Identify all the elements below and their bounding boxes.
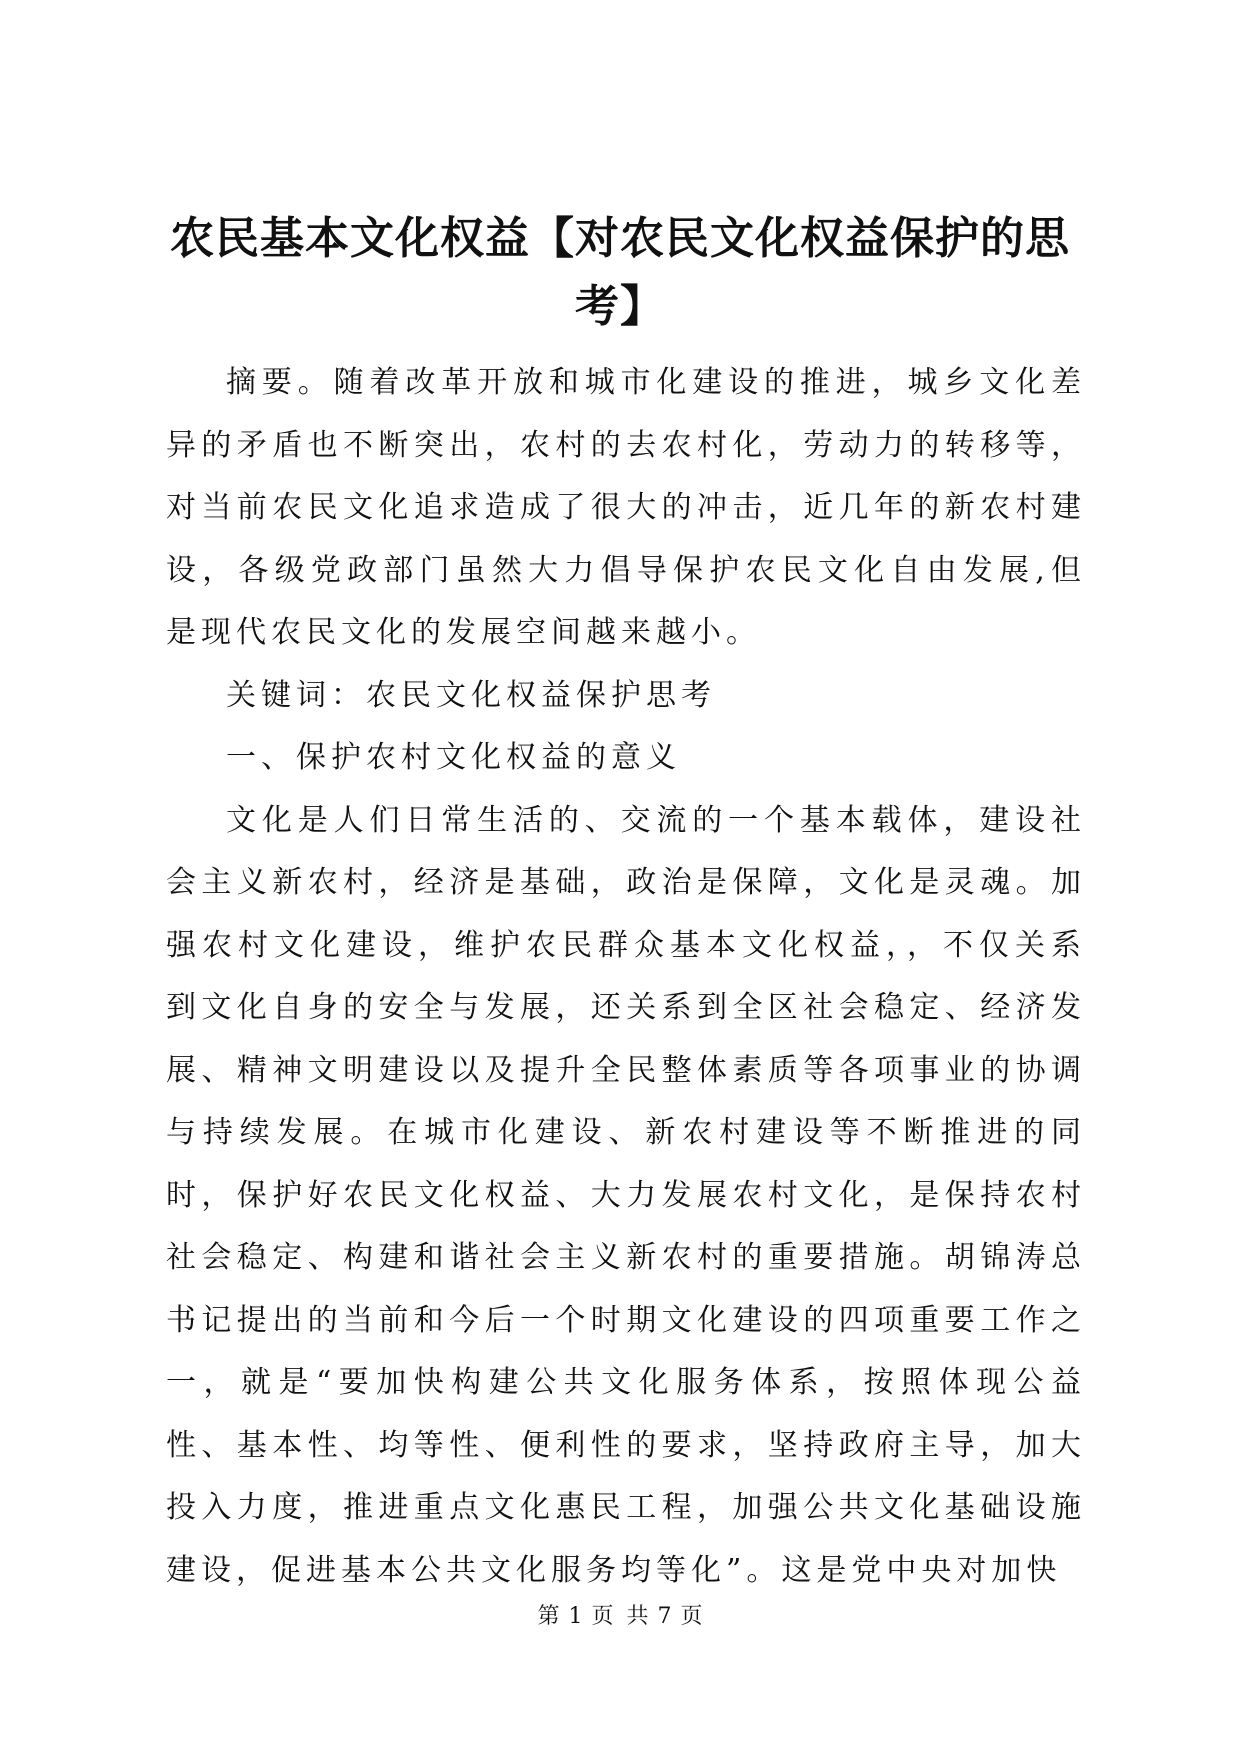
- page-number: 第 1 页: [537, 1604, 615, 1629]
- section-heading: 一、保护农村文化权益的意义: [226, 740, 681, 775]
- body-paragraph: 文化是人们日常生活的、交流的一个基本载体，建设社会主义新农村，经济是基础，政治是保障，文化是灵魂。加强农村文化建设，维护农民群众基本文化权益，，不仅关系到文化自身的安全与发展，还关系到全区社会稳定、经济发展、精神文明建设以及提升全民整体素质等各项事业的协调与持续发展。在城市化建设、新农村建设等不断推进的同时，保护好农民文化权益、大力发展农村文化，是保持农村社会稳定、构建和谐社会主义新农村的重要措施。胡锦涛总书记提出的当前和今后一个时期文化建设的四项重要工作之一，就是“要加快构建公共文化服务体系，按照体现公益性、基本性、均等性、便利性的要求，坚持政府主导，加大投入力度，推进重点文化惠民工程，加强公共文化基础设施建设，促进基本公共文化服务均等化”。这是党中央对加快: [166, 802, 1086, 1588]
- document-title: 农民基本文化权益【对农民文化权益保护的思考】: [170, 213, 1070, 332]
- abstract-paragraph: 摘要。随着改革开放和城市化建设的推进，城乡文化差异的矛盾也不断突出，农村的去农村化，劳动力的转移等，对当前农民文化追求造成了很大的冲击，近几年的新农村建设，各级党政部门虽然大力倡导保护农民文化自由发展,但是现代农民文化的发展空间越来越小。: [166, 365, 1086, 650]
- page-total: 共 7 页: [626, 1604, 704, 1629]
- page-footer: [0, 1602, 1241, 1632]
- document-body: [166, 352, 1086, 1602]
- keywords-paragraph: 关键词：农民文化权益保护思考: [226, 677, 716, 713]
